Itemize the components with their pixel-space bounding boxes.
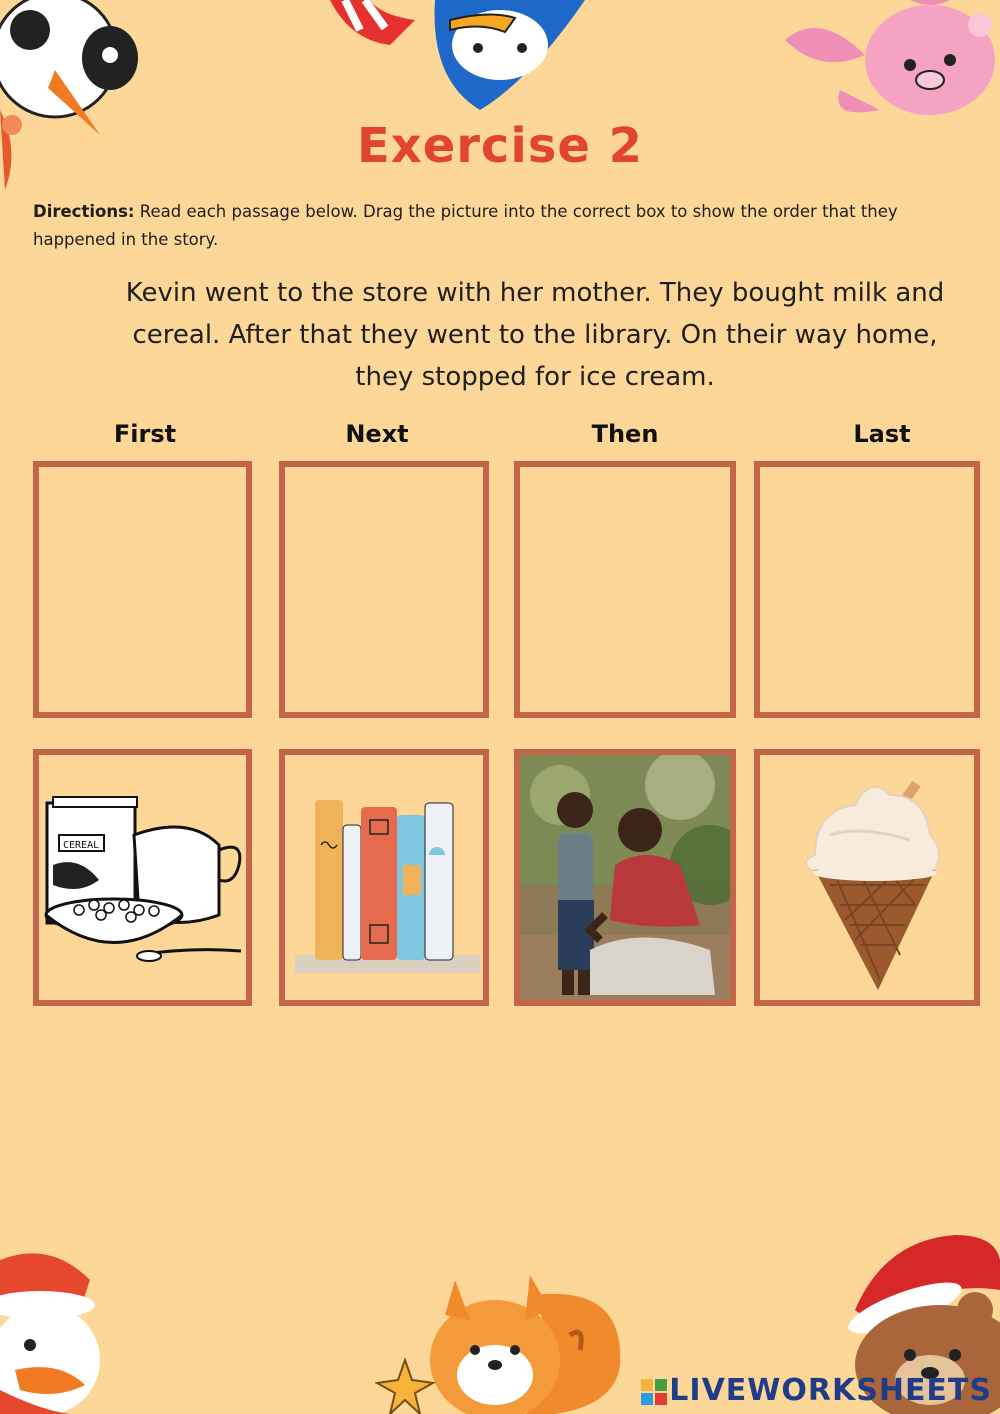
- ice-cream-cone-icon: [760, 755, 974, 1000]
- cereal-box-label: CEREAL: [63, 840, 100, 851]
- directions-label: Directions:: [33, 202, 135, 221]
- pink-bunny-decoration: [780, 0, 1000, 125]
- drop-box-first[interactable]: [33, 461, 252, 718]
- liveworksheets-logo-text: LIVEWORKSHEETS: [669, 1373, 992, 1408]
- cereal-milk-picture[interactable]: [33, 749, 252, 1006]
- header-then: Then: [591, 420, 659, 448]
- page-title: Exercise 2: [356, 118, 644, 174]
- drop-box-then[interactable]: [514, 461, 736, 718]
- directions-body: Read each passage below. Drag the picture into the correct box to show the order that they happened in the story.: [33, 202, 898, 249]
- penguin-candycane-decoration: [330, 0, 590, 120]
- drop-box-next[interactable]: [279, 461, 489, 718]
- story-passage: Kevin went to the store with her mother. They bought milk and cereal. After that they went to the library. On their way home, they stopped for ice cream.: [125, 278, 945, 392]
- liveworksheets-logo: [641, 1373, 992, 1408]
- mother-child-image: [520, 755, 730, 1000]
- directions-text: [33, 198, 963, 254]
- books-icon: [285, 755, 483, 1000]
- squirrel-decoration: [375, 1265, 635, 1414]
- drop-box-last[interactable]: [754, 461, 980, 718]
- duck-santa-hat-decoration: [0, 1240, 110, 1414]
- header-last: Last: [853, 420, 911, 448]
- liveworksheets-logo-icon: [641, 1379, 667, 1405]
- books-picture[interactable]: [279, 749, 489, 1006]
- mother-child-photo[interactable]: [514, 749, 736, 1006]
- ice-cream-cone-picture[interactable]: [754, 749, 980, 1006]
- header-first: First: [113, 420, 177, 448]
- header-next: Next: [345, 420, 409, 448]
- cereal-milk-icon: [39, 755, 246, 1000]
